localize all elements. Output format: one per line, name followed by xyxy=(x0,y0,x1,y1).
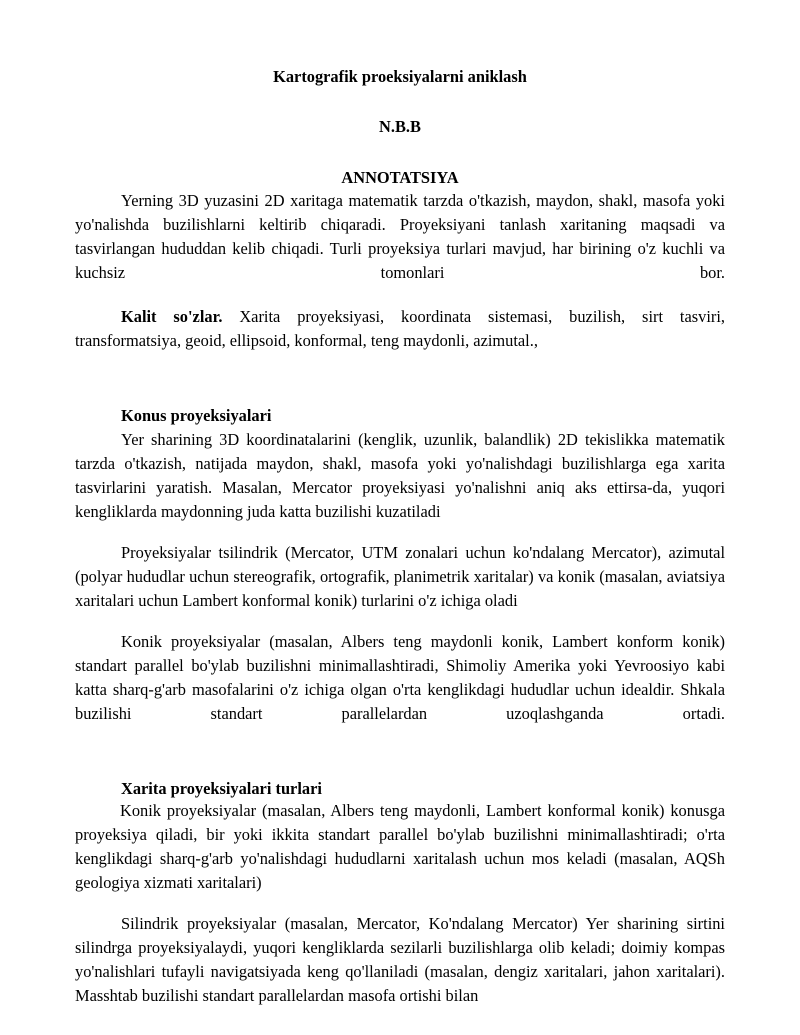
keywords-paragraph xyxy=(75,305,725,353)
abstract-paragraph: Yerning 3D yuzasini 2D xaritaga matematik tarzda o'tkazish, maydon, shakl, masofa yoki yo'nalishda buzilishlarni keltirib chiqaradi. Proyeksiyani tanlash xaritaning maqsadi va tasvirlangan hududdan kelib chiqadi. Turli proyeksiya turlari mavjud, har birining o'z kuchli va kuchsiz tomonlari bor. xyxy=(75,191,725,282)
document-author: N.B.B xyxy=(379,117,421,136)
section1-paragraph-1: Yer sharining 3D koordinatalarini (kenglik, uzunlik, balandlik) 2D tekislikka matematik tarzda o'tkazish, natijada maydon, shakl, masofa yoki yo'nalishdagi buzilishlarga ega xarita tasvirlarini yaratish. Masalan, Mercator proyeksiyasi yo'nalishni aniq aks ettirsa-da, yuqori kengliklarda maydonning juda katta buzilishi kuzatiladi xyxy=(75,430,725,521)
abstract-heading: ANNOTATSIYA xyxy=(341,168,459,187)
document-title: Kartografik proeksiyalarni aniklash xyxy=(273,67,527,86)
section1-paragraph-3: Konik proyeksiyalar (masalan, Albers teng maydonli konik, Lambert konform konik) standart parallel bo'ylab buzilishni minimallashtiradi, Shimoliy Amerika yoki Yevroosiyo kabi katta sharq-g'arb masofalarini o'z ichiga olgan o'rta kenglikdagi hududlar uchun idealdir. Shkala buzilishi standart parallelardan uzoqlashganda ortadi. xyxy=(75,632,725,723)
section2-paragraph-2: Silindrik proyeksiyalar (masalan, Mercator, Ko'ndalang Mercator) Yer sharining sirtini silindrga proyeksiyalaydi, yuqori kengliklarda sezilarli buzilishlarga olib keladi; doimiy kompas yo'nalishlari tufayli navigatsiyada keng qo'llaniladi (masalan, dengiz xaritalari, jahon xaritalari). Masshtab buzilishi standart parallelardan masofa ortishi bilan xyxy=(75,914,725,1005)
section1-paragraph-2: Proyeksiyalar tsilindrik (Mercator, UTM zonalari uchun ko'ndalang Mercator), azimutal (polyar hududlar uchun stereografik, ortografik, planimetrik xaritalar) va konik (masalan, aviatsiya xaritalari uchun Lambert konformal konik) turlarini o'z ichiga oladi xyxy=(75,543,725,610)
section-heading-turlari: Xarita proyeksiyalari turlari xyxy=(121,779,322,798)
section2-paragraph-1: Konik proyeksiyalar (masalan, Albers teng maydonli, Lambert konformal konik) konusga proyeksiya qiladi, bir yoki ikkita standart parallel bo'ylab buzilishni minimallashtiradi; o'rta kenglikdagi sharq-g'arb yo'nalishdagi hududlarni xaritalash uchun mos keladi (masalan, AQSh geologiya xizmati xaritalari) xyxy=(75,801,725,892)
keywords-text: Xarita proyeksiyasi, koordinata sistemasi, buzilish, sirt tasviri, transformatsiya, geoid, ellipsoid, konformal, teng maydonli, azimutal., xyxy=(75,307,725,350)
section-heading-konus: Konus proyeksiyalari xyxy=(121,406,272,425)
keywords-label: Kalit so'zlar. xyxy=(121,307,223,326)
